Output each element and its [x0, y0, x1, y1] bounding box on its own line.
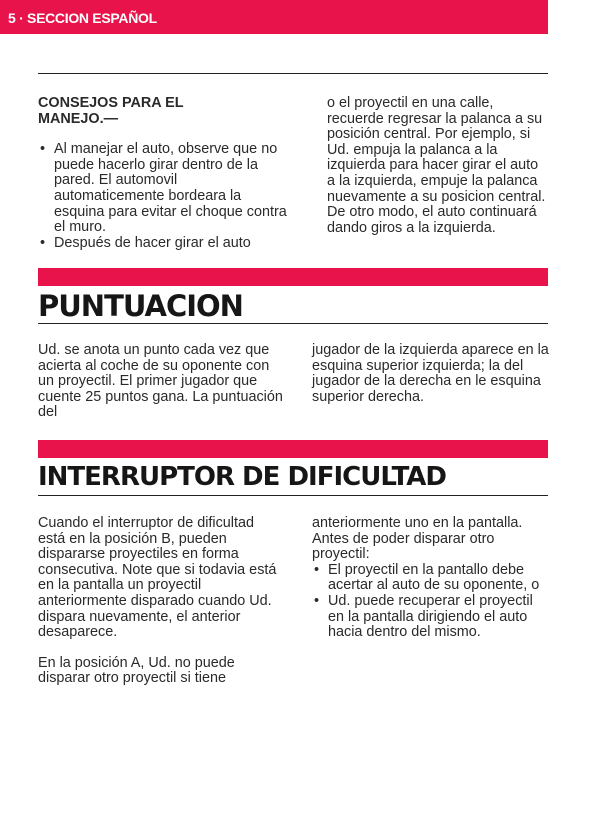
interruptor-right-column — [312, 516, 552, 641]
consejos-list — [38, 142, 288, 251]
puntuacion-left-text: Ud. se anota un punto cada vez que acierta al coche de su oponente con un proyectil. El primer jugador que cuente 25 puntos gana. La puntuación del — [38, 342, 283, 421]
consejos-right-text: o el proyectil en una calle, recuerde regresar la palanca a su posición central. Por ejemplo, si Ud. empuja la palanca a la izquierda para hacer girar el auto a la izquierda, empuje la palanca nuevamente a su posicion central. De otro modo, el auto continuará dando giros a la izquierda. — [327, 95, 546, 236]
puntuacion-right-text: jugador de la izquierda aparece en la esquina superior izquierda; la del jugador de la derecha en le esquina superior derecha. — [312, 342, 549, 405]
interruptor-right-intro: anteriormente uno en la pantalla. Antes de poder disparar otro proyectil: — [312, 515, 523, 563]
consejos-item-1: • Al manejar el auto, observe que no puede hacerlo girar dentro de la pared. El automovil automaticemente bordeara la esquina para evitar el choque contra el muro. — [38, 142, 288, 236]
interruptor-item-2: • Ud. puede recuperar el proyectil en la pantalla dirigiendo el auto hacia dentro del mismo. — [312, 594, 552, 641]
puntuacion-title: PUNTUACION — [38, 289, 243, 323]
header-bar — [0, 0, 548, 34]
interruptor-left-para1: Cuando el interruptor de dificultad está en la posición B, pueden dispararse proyectiles en forma consecutiva. Note que si todavia está en la pantalla un proyectil anteriormente disparado cuando Ud. dispara nuevamente, el anterior desaparece. — [38, 515, 277, 641]
interruptor-item-1: • El proyectil en la pantallo debe acertar al auto de su oponente, o — [312, 563, 552, 594]
interruptor-red-band — [38, 440, 548, 458]
interruptor-title: INTERRUPTOR DE DIFICULTAD — [38, 462, 447, 492]
puntuacion-right-column — [312, 343, 552, 405]
interruptor-left-column — [38, 516, 283, 687]
puntuacion-rule — [38, 323, 548, 324]
consejos-heading-line1: CONSEJOS PARA EL — [38, 95, 184, 111]
top-rule — [38, 73, 548, 74]
interruptor-list — [312, 563, 552, 641]
puntuacion-red-band — [38, 268, 548, 286]
interruptor-left-para2: En la posición A, Ud. no puede disparar otro proyectil si tiene — [38, 654, 235, 687]
puntuacion-left-column — [38, 343, 283, 421]
consejos-item-2: • Después de hacer girar el auto — [38, 236, 288, 252]
interruptor-rule — [38, 495, 548, 496]
consejos-right-column — [327, 96, 549, 236]
consejos-heading-line2: MANEJO.— — [38, 110, 118, 127]
header-title: 5 · SECCION ESPAÑOL — [8, 10, 157, 26]
consejos-left-column — [38, 96, 288, 251]
